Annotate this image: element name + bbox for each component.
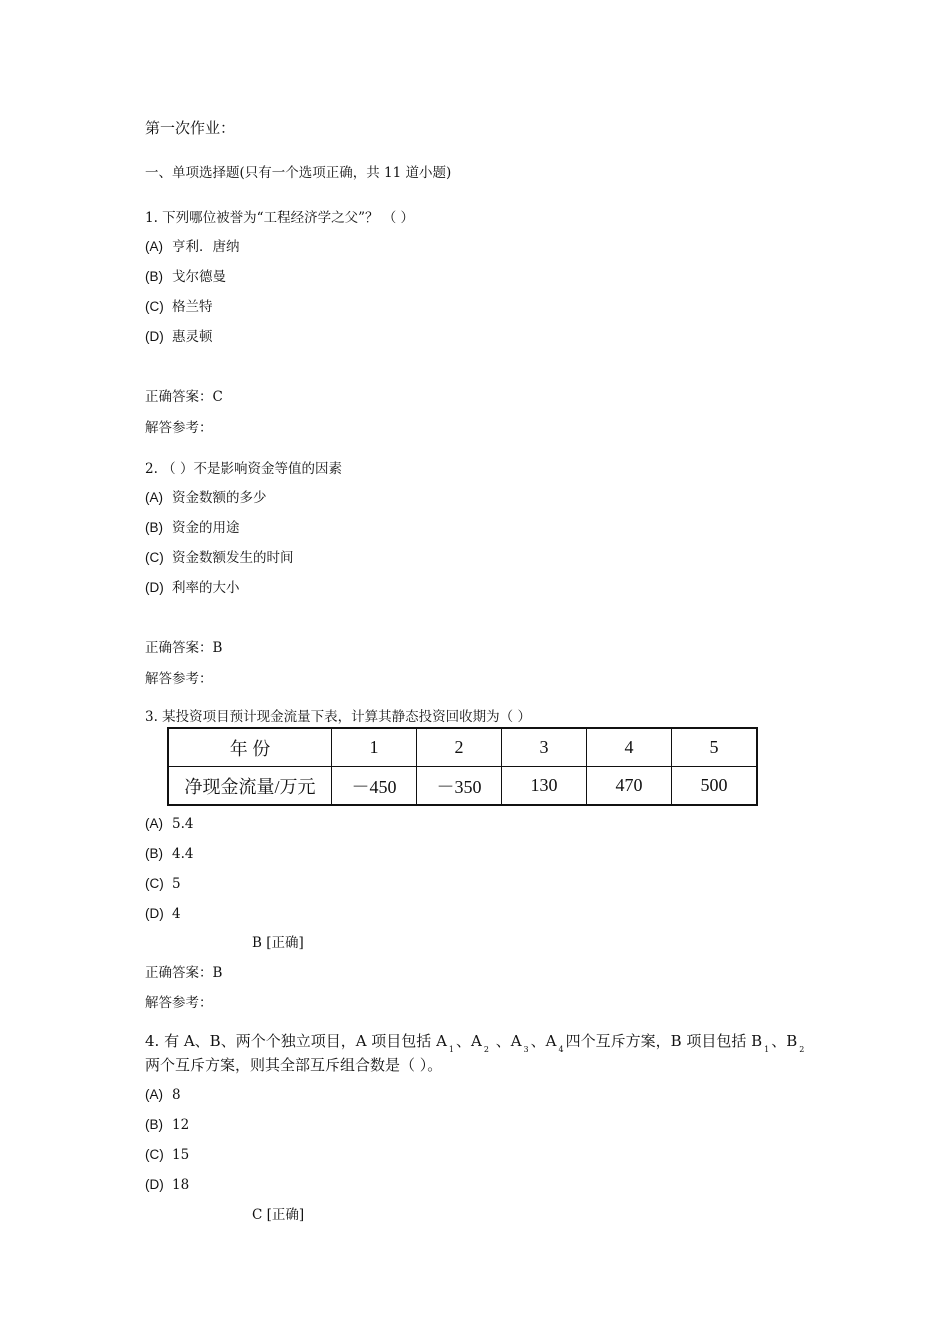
q4-option-b[interactable]: (B) 12 — [145, 1117, 190, 1133]
question-2-stem: 2. （ ）不是影响资金等值的因素 — [145, 461, 342, 477]
q2-answer-reference: 解答参考： — [145, 671, 213, 687]
year-cell: 4 — [587, 728, 672, 767]
cash-flow-cell: －350 — [417, 767, 502, 806]
q2-option-b[interactable]: (B) 资金的用途 — [145, 520, 240, 536]
q3-marked-choice: B [正确] — [252, 935, 304, 951]
q1-option-b[interactable]: (B) 戈尔德曼 — [145, 269, 226, 285]
cash-flow-cell: 500 — [672, 767, 758, 806]
cash-flow-header-cell: 净现金流量/万元 — [168, 767, 332, 806]
q4-option-d[interactable]: (D) 18 — [145, 1177, 190, 1193]
question-4-stem-line-2: 两个互斥方案，则其全部互斥组合数是（ ）。 — [145, 1056, 443, 1074]
year-header-cell: 年 份 — [168, 728, 332, 767]
question-4-stem-line-1: 4. 有 A、B、两个个独立项目，A 项目包括 A $_1$ 、A $_2$ 、A $_3$ 、A $_4$ 四个互斥方案，B 项目包括 B $_1$ 、B $_2$ — [145, 1032, 805, 1054]
question-3-stem: 3. 某投资项目预计现金流量下表，计算其静态投资回收期为（ ） — [145, 709, 531, 725]
q2-correct-answer: 正确答案：B — [145, 640, 223, 656]
q3-option-a[interactable]: (A) 5.4 — [145, 816, 194, 832]
table-row — [168, 728, 757, 767]
year-cell: 2 — [417, 728, 502, 767]
q1-answer-reference: 解答参考： — [145, 420, 213, 436]
q3-option-c[interactable]: (C) 5 — [145, 876, 181, 892]
q4-option-a[interactable]: (A) 8 — [145, 1087, 181, 1103]
year-cell: 3 — [502, 728, 587, 767]
q1-option-d[interactable]: (D) 惠灵顿 — [145, 329, 213, 345]
cash-flow-cell: －450 — [332, 767, 417, 806]
table-row — [168, 767, 757, 806]
year-cell: 1 — [332, 728, 417, 767]
q3-option-d[interactable]: (D) 4 — [145, 906, 181, 922]
q4-marked-choice: C [正确] — [252, 1207, 305, 1223]
question-1-stem: 1. 下列哪位被誉为“工程经济学之父”？ （ ） — [145, 210, 415, 226]
q1-option-a[interactable]: (A) 亨利．唐纳 — [145, 239, 240, 255]
q2-option-c[interactable]: (C) 资金数额发生的时间 — [145, 550, 294, 566]
q3-option-b[interactable]: (B) 4.4 — [145, 846, 194, 862]
cash-flow-cell: 470 — [587, 767, 672, 806]
q1-correct-answer: 正确答案：C — [145, 389, 223, 405]
section-heading: 一、单项选择题(只有一个选项正确，共 11 道小题) — [145, 165, 452, 181]
q3-correct-answer: 正确答案：B — [145, 965, 223, 981]
q1-option-c[interactable]: (C) 格兰特 — [145, 299, 213, 315]
cash-flow-table — [167, 727, 758, 806]
page-title: 第一次作业： — [145, 119, 236, 137]
q2-option-d[interactable]: (D) 利率的大小 — [145, 580, 240, 596]
cash-flow-cell: 130 — [502, 767, 587, 806]
q2-option-a[interactable]: (A) 资金数额的多少 — [145, 490, 267, 506]
q3-answer-reference: 解答参考： — [145, 995, 213, 1011]
q4-option-c[interactable]: (C) 15 — [145, 1147, 190, 1163]
year-cell: 5 — [672, 728, 758, 767]
